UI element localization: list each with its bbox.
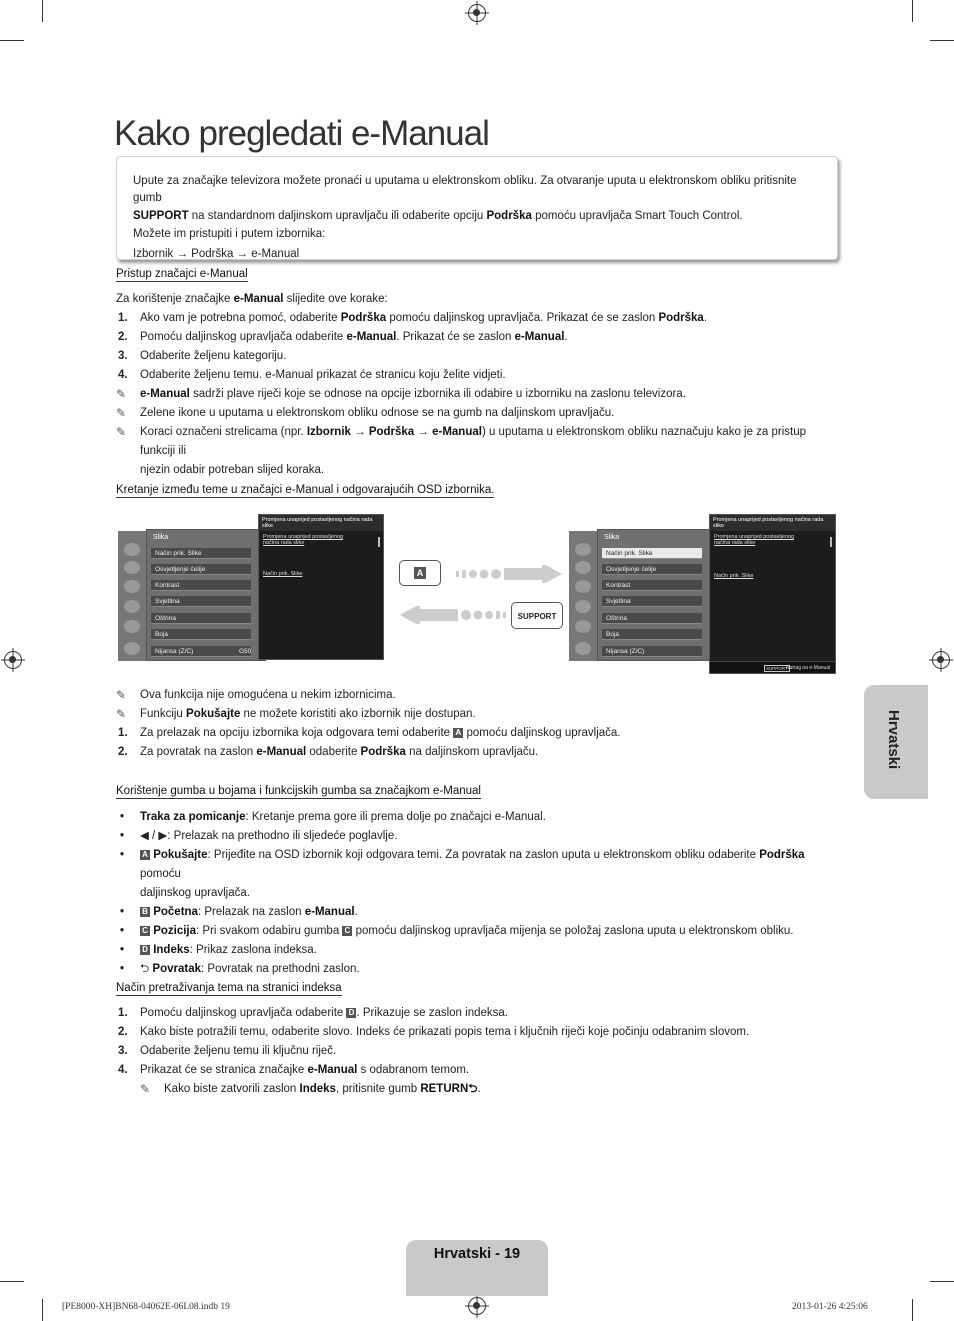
d-key-icon: D — [346, 1008, 356, 1018]
osd-row: Oštrina — [602, 613, 702, 624]
osd-row: Boja — [151, 629, 251, 640]
d-key-icon: D — [140, 945, 150, 955]
scrollbar[interactable] — [830, 537, 832, 547]
lead-text: Za korištenje značajke e-Manual slijedite ove korake: — [116, 293, 388, 305]
page-title: Kako pregledati e-Manual — [114, 114, 489, 153]
osd-menu-title: Slika — [153, 534, 169, 541]
sound-icon — [575, 561, 591, 574]
emanual-panel-right — [709, 514, 836, 674]
page-number-label: Hrvatski - 19 — [406, 1240, 548, 1296]
osd-row: Svjetlina — [151, 596, 251, 607]
intro-line1: Upute za značajke televizora možete pronaći u uputama u elektronskom obliku. Za otvaranje uputa u elektronskom obliku pritisnite gumb — [133, 175, 797, 204]
panel-sub: Način prik. Slike — [263, 571, 303, 577]
list-item: 1. Ako vam je potrebna pomoć, odaberite Podrška pomoću daljinskog upravljača. Prikazat će se zaslon Podrška. — [118, 312, 708, 324]
picture-icon — [124, 543, 140, 556]
osd-row: Kontrast — [151, 580, 251, 591]
note-item: ✎ Kako biste zatvorili zaslon Indeks, pritisnite gumb RETURN⮌. — [116, 1080, 836, 1099]
osd-row: Osvjetljenje ćelije — [602, 564, 702, 575]
osd-menu — [597, 529, 717, 661]
osd-row: Nijansa (Z/C) — [602, 646, 702, 657]
emanual-panel-left — [258, 514, 384, 660]
intro-box — [116, 156, 838, 260]
bullet-item: • C Pozicija: Pri svakom odabiru gumba C pomoću daljinskog upravljača mijenja se položaj zaslona uputa u elektronskom obliku. — [120, 925, 794, 937]
panel-header: Promjena unaprijed postavljenog načina rada slike — [710, 515, 835, 531]
section-heading: Korištenje gumba u bojama i funkcijskih gumba sa značajkom e-Manual — [116, 785, 481, 797]
list-item: 4. Prikazat će se stranica značajke e-Manual s odabranom temom. — [118, 1064, 470, 1076]
osd-row: Nijansa (Z/C) — [151, 646, 251, 657]
osd-row: Oštrina — [151, 613, 251, 624]
note-icon: ✎ — [140, 1082, 151, 1096]
panel-title: Promjena unaprijed postavljenog načina rada slike — [263, 534, 344, 546]
panel-footer — [710, 661, 835, 673]
section-index-body — [116, 1004, 836, 1099]
list-item: 1. Za prelazak na opciju izbornika koja odgovara temi odaberite A pomoću daljinskog upravljača. — [118, 727, 621, 739]
support-icon — [124, 642, 140, 655]
arrow-left-icon — [400, 606, 506, 624]
a-key-icon: A — [140, 850, 150, 860]
section-heading: Kretanje između teme u značajci e-Manual i odgovarajućih OSD izbornika. — [116, 484, 495, 496]
sound-icon — [124, 561, 140, 574]
section-access — [116, 268, 248, 282]
language-side-tab: Hrvatski — [864, 685, 928, 799]
intro-line3: Možete im pristupiti i putem izbornika: — [133, 228, 326, 240]
osd-menu-title: Slika — [604, 534, 620, 541]
broadcast-icon — [575, 580, 591, 593]
list-item: 3. Odaberite željenu kategoriju. — [118, 350, 287, 362]
list-item: 2. Pomoću daljinskog upravljača odaberite e-Manual. Prikazat će se zaslon e-Manual. — [118, 331, 568, 343]
osd-menu — [146, 529, 266, 661]
note-item: ✎ Koraci označeni strelicama (npr. Izbornik → Podrška → e-Manual) u uputama u elektronskom obliku naznačuju kako je za pristup funkciji ili njezin odabir potreban slijed koraka. — [116, 425, 807, 476]
bullet-item: • ⮌ Povratak: Povratak na prethodni zaslon. — [120, 963, 360, 975]
note-item: ✎ Zelene ikone u uputama u elektronskom obliku odnose se na gumb na daljinskom upravljaču. — [116, 404, 836, 423]
return-icon: ⮌ — [468, 1083, 478, 1095]
registration-mark-right — [932, 651, 950, 669]
b-key-icon: B — [140, 907, 150, 917]
gear-icon — [575, 620, 591, 633]
registration-mark-bottom — [468, 1297, 486, 1315]
section-access-body — [116, 290, 836, 480]
osd-row: Boja — [602, 629, 702, 640]
support-button[interactable]: SUPPORT — [511, 602, 563, 629]
bullet-item: • D Indeks: Prikaz zaslona indeksa. — [120, 944, 317, 956]
note-icon: ✎ — [116, 425, 127, 439]
network-icon — [124, 600, 140, 613]
bullet-item: • B Početna: Prelazak na zaslon e-Manual. — [120, 906, 358, 918]
bullet-item: • Traka za pomicanje: Kretanje prema gore ili prema dolje po značajci e-Manual. — [120, 811, 546, 823]
bullet-item: • ◀ / ▶: Prelazak na prethodno ili sljedeće poglavlje. — [120, 830, 398, 842]
osd-row: Svjetlina — [602, 596, 702, 607]
section-heading: Način pretraživanja tema na stranici indeksa — [116, 982, 342, 994]
osd-row: Osvjetljenje ćelije — [151, 564, 251, 575]
note-icon: ✎ — [116, 707, 127, 721]
footer-timestamp: 2013-01-26 4:25:06 — [792, 1302, 868, 1312]
note-item: ✎ Funkciju Pokušajte ne možete koristiti ako izbornik nije dostupan. — [116, 705, 836, 724]
support-icon — [575, 642, 591, 655]
osd-value: G50 — [239, 648, 252, 655]
bullet-item: • A Pokušajte: Prijeđite na OSD izbornik koji odgovara temi. Za povratak na zaslon uputa u elektronskom obliku odaberite Podrška pomoću daljinskog upravljača. — [120, 849, 805, 899]
broadcast-icon — [124, 580, 140, 593]
back-label: Natrag na e-Manual — [786, 665, 831, 671]
panel-title: Promjena unaprijed postavljenog načina rada slike — [714, 534, 795, 546]
list-item: 4. Odaberite željenu temu. e-Manual prikazat će stranicu koju želite vidjeti. — [118, 369, 506, 381]
list-item: 3. Odaberite željenu temu ili ključnu riječ. — [118, 1045, 337, 1057]
note-icon: ✎ — [116, 406, 127, 420]
osd-row: Kontrast — [602, 580, 702, 591]
registration-mark-left — [4, 651, 22, 669]
a-button[interactable]: A — [399, 560, 441, 586]
footer-file-info: [PE8000-XH]BN68-04062E-06L08.indb 19 — [62, 1302, 230, 1312]
section-navigation — [116, 484, 494, 498]
list-item: 2. Kako biste potražili temu, odaberite slovo. Indeks će prikazati popis tema i ključnih riječi koje počinju odabranim slovom. — [118, 1026, 750, 1038]
note-item: ✎ e-Manual sadrži plave riječi koje se odnose na opcije izbornika ili odabire u izborniku na zaslonu televizora. — [116, 385, 836, 404]
note-icon: ✎ — [116, 688, 127, 702]
gear-icon — [124, 620, 140, 633]
scrollbar[interactable] — [378, 537, 380, 547]
support-key: SUPPORT — [766, 666, 788, 671]
section-buttons-body — [116, 808, 836, 979]
picture-icon — [575, 543, 591, 556]
c-key-icon: C — [140, 926, 150, 936]
panel-header: Promjena unaprijed postavljenog načina rada slike — [259, 515, 383, 531]
section-index — [116, 982, 342, 996]
network-icon — [575, 600, 591, 613]
list-item: 2. Za povratak na zaslon e-Manual odaberite Podrška na daljinskom upravljaču. — [118, 746, 539, 758]
intro-line4: Izbornik → Podrška → e-Manual — [133, 248, 300, 260]
section-heading: Pristup značajci e-Manual — [116, 268, 248, 280]
intro-line2: SUPPORT na standardnom daljinskom upravljaču ili odaberite opciju Podrška pomoću upravljača Smart Touch Control. — [133, 210, 743, 222]
osd-row-selected: Način prik. Slike — [602, 548, 702, 559]
panel-sub: Način prik. Slike — [714, 573, 754, 579]
arrow-right-icon — [456, 565, 546, 577]
note-icon: ✎ — [116, 387, 127, 401]
osd-row: Način prik. Slike — [151, 548, 251, 559]
section-navigation-body — [116, 686, 836, 762]
section-buttons — [116, 785, 481, 799]
note-item: ✎ Ova funkcija nije omogućena u nekim izbornicima. — [116, 686, 836, 705]
return-icon: ⮌ — [140, 963, 150, 975]
registration-mark-top — [468, 4, 486, 22]
c-key-icon: C — [342, 926, 352, 936]
list-item: 1. Pomoću daljinskog upravljača odaberite D . Prikazuje se zaslon indeksa. — [118, 1007, 508, 1019]
a-key-icon: A — [453, 728, 463, 738]
